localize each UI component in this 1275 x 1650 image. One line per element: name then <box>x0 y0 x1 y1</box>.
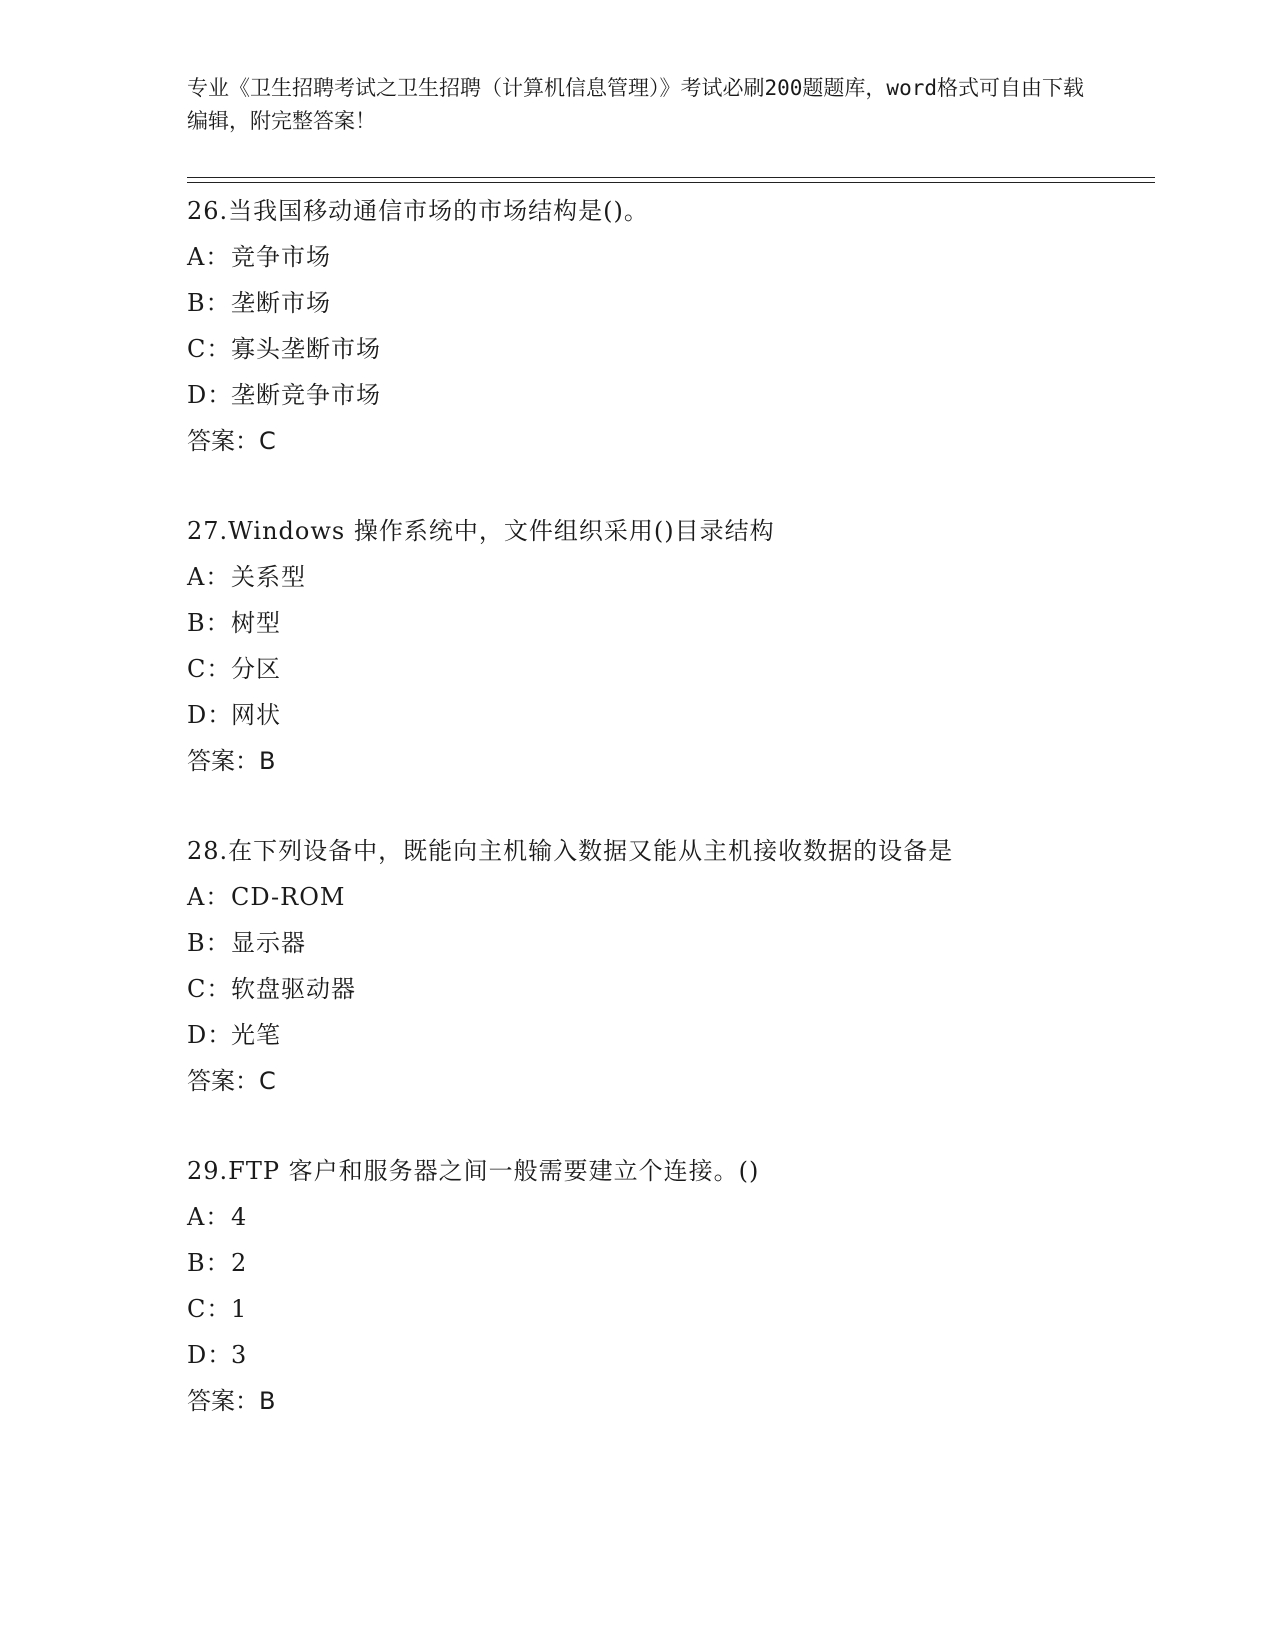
option-key: B： <box>187 1249 231 1277</box>
option-text: 2 <box>231 1249 248 1277</box>
option-key: C： <box>187 975 232 1003</box>
option-key: C： <box>187 1295 232 1323</box>
option-c <box>187 1286 1137 1332</box>
option-key: D： <box>187 381 233 409</box>
option-text: 网状 <box>231 701 281 729</box>
option-text: 3 <box>231 1341 248 1369</box>
answer-text: 答案：B <box>187 1387 276 1415</box>
question-block <box>187 828 1137 1104</box>
option-key: D： <box>187 1341 233 1369</box>
option-b <box>187 280 1137 326</box>
header-rule-bottom <box>187 182 1155 183</box>
answer-text: 答案：B <box>187 747 276 775</box>
option-a <box>187 234 1137 280</box>
option-text: 分区 <box>231 655 281 683</box>
header-rule-top <box>187 177 1155 178</box>
option-key: D： <box>187 701 233 729</box>
document-header: 专业《卫生招聘考试之卫生招聘（计算机信息管理）》考试必刷200题题库，word格式可自由下载编辑，附完整答案！ <box>187 76 1084 133</box>
option-b <box>187 600 1137 646</box>
option-key: A： <box>187 243 231 271</box>
option-d <box>187 1012 1137 1058</box>
option-d <box>187 372 1137 418</box>
option-key: A： <box>187 883 231 911</box>
option-text: 1 <box>231 1295 248 1323</box>
question-text: 29.FTP 客户和服务器之间一般需要建立个连接。() <box>187 1157 760 1185</box>
option-text: 软盘驱动器 <box>231 975 356 1003</box>
option-text: 竞争市场 <box>231 243 331 271</box>
option-key: B： <box>187 609 231 637</box>
option-text: 寡头垄断市场 <box>231 335 381 363</box>
question-text: 28.在下列设备中，既能向主机输入数据又能从主机接收数据的设备是 <box>187 837 954 865</box>
option-d <box>187 692 1137 738</box>
option-text: CD-ROM <box>231 883 346 911</box>
option-c <box>187 966 1137 1012</box>
option-text: 树型 <box>231 609 281 637</box>
option-c <box>187 326 1137 372</box>
option-key: C： <box>187 335 232 363</box>
option-text: 关系型 <box>231 563 306 591</box>
option-text: 光笔 <box>231 1021 281 1049</box>
option-key: A： <box>187 1203 231 1231</box>
option-a <box>187 554 1137 600</box>
option-b <box>187 920 1137 966</box>
option-key: D： <box>187 1021 233 1049</box>
option-key: B： <box>187 289 231 317</box>
question-block <box>187 508 1137 784</box>
option-d <box>187 1332 1137 1378</box>
question-text: 27.Windows 操作系统中，文件组织采用()目录结构 <box>187 517 775 545</box>
option-key: C： <box>187 655 232 683</box>
option-c <box>187 646 1137 692</box>
question-block <box>187 1148 1137 1424</box>
option-a <box>187 874 1137 920</box>
option-text: 垄断竞争市场 <box>231 381 381 409</box>
question-text: 26.当我国移动通信市场的市场结构是()。 <box>187 197 649 225</box>
option-key: A： <box>187 563 231 591</box>
option-a <box>187 1194 1137 1240</box>
option-text: 4 <box>231 1203 248 1231</box>
answer-text: 答案：C <box>187 1067 276 1095</box>
answer-text: 答案：C <box>187 427 276 455</box>
question-block <box>187 188 1137 464</box>
option-key: B： <box>187 929 231 957</box>
option-text: 垄断市场 <box>231 289 331 317</box>
option-b <box>187 1240 1137 1286</box>
option-text: 显示器 <box>231 929 306 957</box>
